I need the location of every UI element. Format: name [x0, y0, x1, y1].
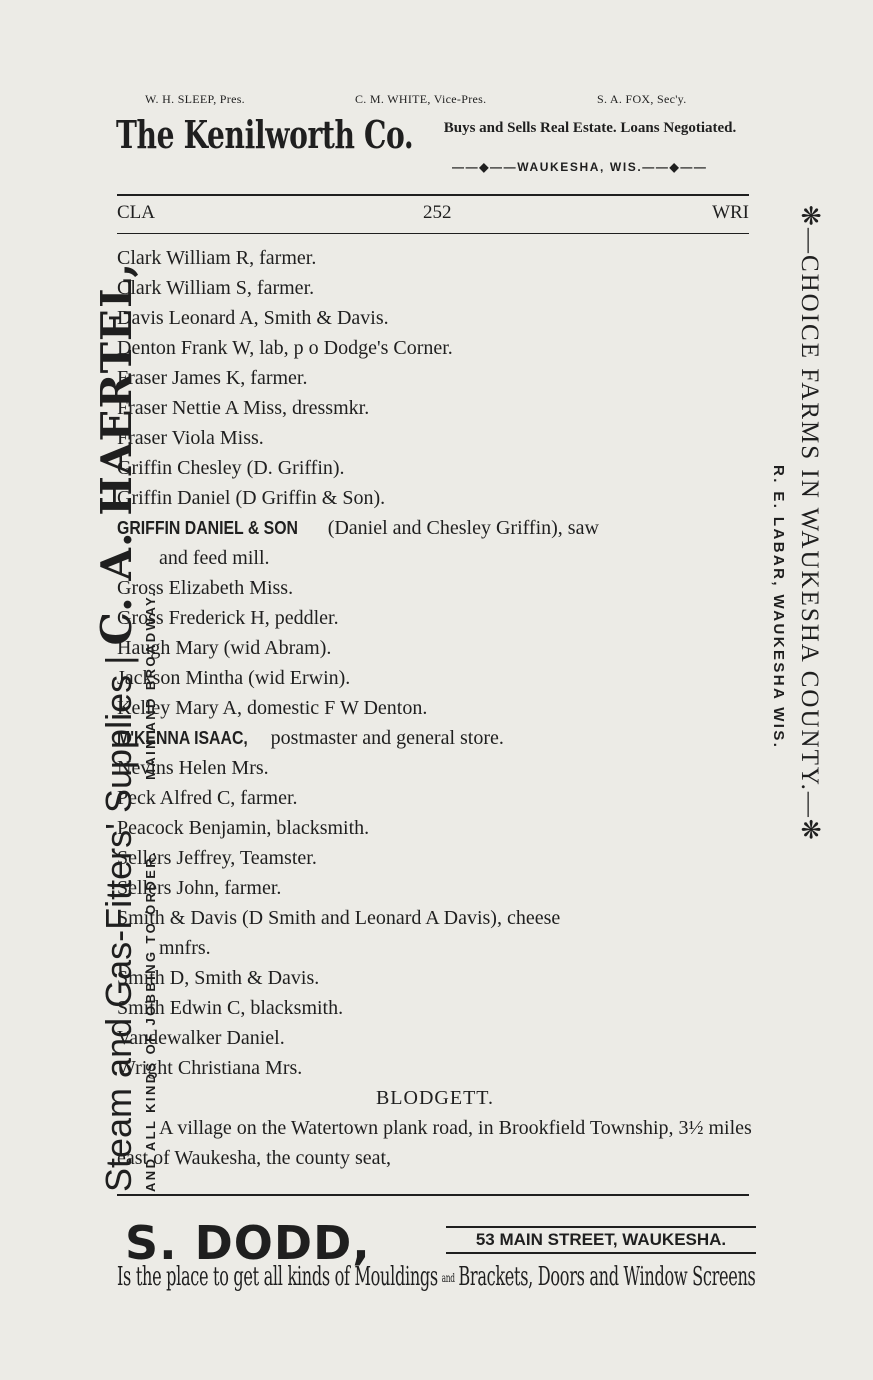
officer-vice-president: C. M. WHITE, Vice-Pres.: [355, 92, 487, 106]
entry-text: Denton Frank W, lab, p o Dodge's Corner.: [117, 337, 453, 359]
directory-entry: [117, 393, 753, 423]
directory-entry: [117, 753, 753, 783]
directory-entry: [117, 363, 753, 393]
directory-entry: [117, 573, 753, 603]
directory-entry: [117, 663, 753, 693]
directory-entry: [117, 813, 753, 843]
entry-text: Griffin Daniel (D Griffin & Son).: [117, 487, 386, 509]
directory-entry: [117, 993, 753, 1023]
entry-text: Clark William S, farmer.: [117, 277, 315, 299]
entry-text: Peacock Benjamin, blacksmith.: [117, 817, 370, 839]
supplies-text: Steam and Gas-Fitters' Supplies: [98, 674, 139, 1192]
entry-text: (Daniel and Chesley Griffin), saw: [322, 517, 599, 539]
entry-text: Sellers Jeffrey, Teamster.: [117, 847, 317, 869]
directory-entry: [117, 783, 753, 813]
entry-list: [117, 243, 753, 1083]
directory-entry: [117, 963, 753, 993]
entry-text: Peck Alfred C, farmer.: [117, 787, 298, 809]
left-advertisement: [92, 261, 158, 1192]
entry-text: Sellers John, farmer.: [117, 877, 282, 899]
entry-text: Smith D, Smith & Davis.: [117, 967, 320, 989]
left-ad-sub: [143, 262, 158, 1192]
entry-text: Clark William R, farmer.: [117, 247, 317, 269]
directory-entry: [117, 243, 753, 273]
head-rule: [117, 233, 749, 234]
haertel-address: MAIN AND BROADWAY.: [143, 590, 158, 780]
directory-entry: [117, 1053, 753, 1083]
entry-text: Smith & Davis (D Smith and Leonard A Davis), cheese: [117, 907, 561, 929]
directory-entry: [117, 933, 753, 963]
directory-entry: [117, 693, 753, 723]
entry-text: Gross Frederick H, peddler.: [117, 607, 339, 629]
entry-text: Wright Christiana Mrs.: [117, 1057, 303, 1079]
officer-secretary: S. A. FOX, Sec'y.: [597, 92, 687, 106]
entry-text: mnfrs.: [159, 937, 211, 959]
directory-entry: [117, 843, 753, 873]
dodd-products: [117, 1262, 756, 1292]
directory-entry: [117, 273, 753, 303]
dodd-address: 53 MAIN STREET, WAUKESHA.: [446, 1226, 756, 1254]
right-advertisement: [770, 205, 827, 842]
directory-listing: [117, 243, 753, 1173]
entry-text: and feed mill.: [159, 547, 270, 569]
entry-business-name: GRIFFIN DANIEL & SON: [117, 518, 299, 538]
company-location: ——◆——WAUKESHA, WIS.——◆——: [452, 160, 708, 174]
running-head-left: CLA: [117, 202, 155, 223]
directory-entry: [117, 333, 753, 363]
directory-entry: [117, 723, 753, 753]
directory-entry: [117, 303, 753, 333]
company-tagline: Buys and Sells Real Estate. Loans Negotiated.: [443, 120, 737, 136]
jobbing-text: AND ALL KINDS OF JOBBING TO ORDER.: [143, 849, 158, 1192]
section-text: A village on the Watertown plank road, in Brookfield Township, 3½ miles east of Waukesha, the county seat,: [117, 1117, 752, 1169]
directory-entry: [117, 453, 753, 483]
choice-farms-slogan: ❋—CHOICE FARMS IN WAUKESHA COUNTY.—❋: [796, 205, 823, 842]
bottom-rule: [117, 1194, 749, 1196]
entry-text: Nevins Helen Mrs.: [117, 757, 269, 779]
and-text: and: [441, 1271, 455, 1285]
entry-text: Fraser Viola Miss.: [117, 427, 264, 449]
entry-text: Kelley Mary A, domestic F W Denton.: [117, 697, 428, 719]
directory-entry: [117, 873, 753, 903]
running-head-right: WRI: [712, 202, 749, 223]
company-name: The Kenilworth Co.: [116, 112, 414, 157]
entry-text: Gross Elizabeth Miss.: [117, 577, 294, 599]
directory-entry: [117, 603, 753, 633]
dodd-name: S. DODD,: [125, 1216, 371, 1270]
section-heading: BLODGETT.: [375, 1087, 495, 1109]
directory-entry: [117, 483, 753, 513]
haertel-brand: C. A. HAERTEL,: [92, 261, 141, 646]
directory-entry: [117, 513, 753, 543]
entry-text: Smith Edwin C, blacksmith.: [117, 997, 344, 1019]
officer-president: W. H. SLEEP, Pres.: [145, 92, 245, 106]
directory-entry: [117, 903, 753, 933]
entry-text: Vandewalker Daniel.: [117, 1027, 285, 1049]
entry-text: postmaster and general store.: [265, 727, 504, 749]
left-ad-main: Steam and Gas-Fitters' Supplies | C. A. HAERTEL,: [92, 261, 141, 1192]
directory-entry: [117, 543, 753, 573]
labar-agent: R. E. LABAR, WAUKESHA WIS.: [770, 465, 787, 750]
directory-entry: [117, 423, 753, 453]
directory-entry: [117, 1023, 753, 1053]
entry-business-name: M'KENNA ISAAC,: [117, 728, 248, 748]
entry-text: Davis Leonard A, Smith & Davis.: [117, 307, 389, 329]
top-rule: [117, 194, 749, 196]
brackets-text: Brackets, Doors and Window Screens: [458, 1262, 756, 1292]
directory-entry: [117, 633, 753, 663]
entry-text: Fraser Nettie A Miss, dressmkr.: [117, 397, 370, 419]
entry-text: Jackson Mintha (wid Erwin).: [117, 667, 351, 689]
entry-text: Haugh Mary (wid Abram).: [117, 637, 332, 659]
mouldings-text: Is the place to get all kinds of Mouldings: [117, 1262, 438, 1292]
entry-text: Griffin Chesley (D. Griffin).: [117, 457, 345, 479]
entry-text: Fraser James K, farmer.: [117, 367, 308, 389]
page-number: 252: [423, 202, 452, 223]
